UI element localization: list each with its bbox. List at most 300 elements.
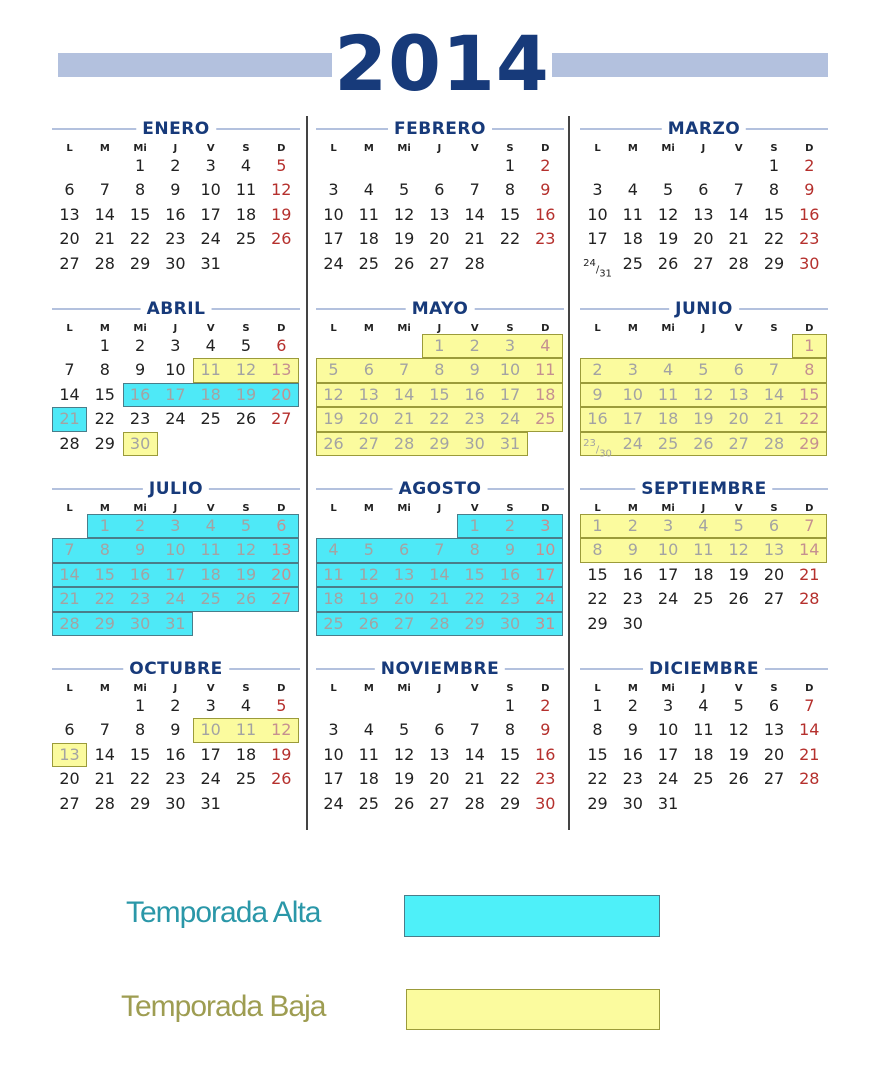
day-cell: 19: [693, 409, 714, 429]
dual-day-bottom: 31: [599, 268, 612, 280]
day-cell: 15: [464, 564, 485, 584]
day-cell: 21: [393, 409, 415, 429]
day-cell: 19: [657, 229, 679, 249]
month-mayo: [316, 298, 564, 468]
day-cell: 11: [693, 720, 714, 740]
day-cell: 8: [768, 180, 780, 200]
day-cell: 26: [728, 769, 749, 789]
day-cell: 1: [592, 516, 603, 535]
day-cell: 13: [693, 204, 714, 224]
weekday-label: D: [277, 143, 286, 154]
day-cell: 22: [499, 769, 521, 789]
month-name: NOVIEMBRE: [375, 658, 505, 680]
day-cell: 1: [135, 696, 146, 715]
day-cell: 25: [200, 589, 221, 609]
month-header: [52, 118, 300, 140]
day-cell: 23: [165, 769, 186, 789]
day-cell: 18: [200, 384, 221, 404]
day-cell: 28: [59, 613, 80, 633]
weekday-label: M: [627, 323, 638, 334]
weekday-label: J: [173, 683, 178, 694]
day-cell: 8: [469, 540, 480, 560]
day-cell: 17: [587, 229, 608, 249]
weekday-label: L: [594, 683, 601, 694]
day-cell: 4: [540, 336, 551, 355]
day-cell: 30: [622, 793, 643, 813]
weekday-label: M: [99, 143, 110, 154]
weekday-label: M: [363, 503, 374, 514]
day-cell: 7: [768, 360, 780, 380]
day-cell: 31: [200, 793, 221, 813]
day-cell: 18: [535, 384, 556, 404]
day-cell: 9: [469, 360, 480, 380]
day-cell: 21: [59, 409, 80, 429]
weekday-label: L: [66, 143, 73, 154]
day-cell: 20: [763, 564, 785, 584]
day-cell: 3: [592, 180, 603, 200]
month-diciembre: [580, 658, 828, 828]
day-cell: 19: [235, 384, 257, 404]
weekday-label: J: [437, 503, 442, 514]
month-header: [316, 298, 564, 320]
day-cell: 22: [499, 229, 521, 249]
day-cell: 3: [205, 696, 216, 715]
day-cell: 14: [799, 720, 820, 740]
day-cell: 4: [205, 336, 216, 355]
weekday-label: Mi: [397, 143, 411, 154]
day-cell: 13: [59, 744, 80, 764]
day-cell: 28: [94, 793, 115, 813]
month-header: [580, 298, 828, 320]
month-name: MARZO: [662, 118, 746, 140]
weekday-label: D: [277, 503, 286, 514]
day-cell: 20: [429, 769, 450, 789]
day-cell: 20: [358, 409, 379, 429]
day-cell: 29: [94, 433, 115, 453]
day-cell: 6: [64, 180, 75, 200]
weekday-label: Mi: [397, 683, 411, 694]
day-cell: 10: [587, 204, 608, 224]
day-cell: 9: [627, 540, 638, 560]
month-header: [316, 118, 564, 140]
day-cell: 18: [693, 564, 714, 584]
month-header: [580, 478, 828, 500]
day-cell: 23: [129, 589, 151, 609]
day-cell: 5: [733, 696, 744, 715]
weekday-label: S: [506, 683, 514, 694]
day-cell: 17: [657, 564, 679, 584]
day-cell: 17: [499, 384, 521, 404]
dual-day-slash: /: [595, 443, 600, 455]
weekday-label: D: [541, 683, 550, 694]
day-cell: 19: [358, 589, 379, 609]
weekday-label: J: [173, 503, 178, 514]
day-cell: 10: [323, 744, 344, 764]
day-cell: 9: [135, 540, 146, 560]
day-cell: 29: [429, 433, 450, 453]
weekday-label: V: [470, 503, 479, 514]
day-cell: 17: [323, 229, 344, 249]
day-cell: 22: [464, 589, 485, 609]
day-cell: 2: [135, 336, 146, 355]
day-cell: 29: [763, 253, 785, 273]
day-cell: 2: [469, 336, 480, 355]
day-cell: 14: [94, 744, 115, 764]
day-cell: 17: [200, 744, 221, 764]
day-cell: 6: [768, 696, 780, 715]
day-cell: 7: [99, 180, 110, 200]
month-julio: [52, 478, 300, 648]
day-cell: 1: [768, 156, 780, 175]
day-cell: 5: [698, 360, 709, 380]
weekday-label: Mi: [661, 683, 675, 694]
day-cell: 25: [693, 769, 714, 789]
day-cell: 17: [323, 769, 344, 789]
weekday-label: S: [242, 503, 250, 514]
day-cell: 30: [165, 793, 186, 813]
day-cell: 21: [464, 769, 485, 789]
weekday-label: L: [594, 503, 601, 514]
day-cell: 22: [587, 769, 608, 789]
day-cell: 14: [799, 540, 820, 560]
day-cell: 4: [240, 156, 252, 175]
day-cell: 26: [393, 793, 415, 813]
day-cell: 10: [622, 384, 643, 404]
weekday-label: Mi: [397, 323, 411, 334]
day-cell: 24: [535, 589, 556, 609]
day-cell: 23: [165, 229, 186, 249]
day-cell: 30: [129, 613, 151, 633]
month-name: JULIO: [143, 478, 209, 500]
day-cell: 10: [323, 204, 344, 224]
weekday-label: M: [99, 503, 110, 514]
day-cell: 9: [170, 180, 181, 200]
day-cell: 14: [464, 204, 485, 224]
day-cell: 11: [693, 540, 714, 560]
day-cell: 28: [464, 253, 485, 273]
day-cell: 15: [129, 744, 151, 764]
day-cell: 28: [728, 253, 749, 273]
day-cell: 5: [276, 156, 287, 175]
day-cell: 11: [235, 180, 257, 200]
day-cell: 16: [464, 384, 485, 404]
day-cell: 15: [587, 744, 608, 764]
day-cell: 18: [622, 229, 643, 249]
day-cell: 28: [464, 793, 485, 813]
weekday-label: D: [277, 683, 286, 694]
day-cell: 12: [235, 540, 257, 560]
day-cell: 8: [504, 180, 516, 200]
weekday-label: L: [330, 503, 337, 514]
day-cell: 28: [429, 613, 450, 633]
day-cell: 25: [235, 769, 257, 789]
weekday-label: S: [242, 683, 250, 694]
day-cell: 29: [129, 253, 151, 273]
day-cell: 28: [393, 433, 415, 453]
day-cell: 22: [129, 229, 151, 249]
day-cell: 29: [799, 433, 820, 453]
day-cell: 24: [165, 589, 186, 609]
day-cell: 31: [499, 433, 521, 453]
dual-day-slash: /: [595, 263, 600, 275]
day-cell: 16: [165, 204, 186, 224]
day-cell: 2: [135, 516, 146, 535]
day-cell: 2: [627, 696, 638, 715]
day-cell: 21: [94, 769, 115, 789]
weekday-label: D: [805, 683, 814, 694]
weekday-label: Mi: [133, 143, 147, 154]
day-cell: 31: [657, 793, 679, 813]
day-cell: 10: [200, 180, 221, 200]
day-cell: 17: [165, 384, 186, 404]
day-cell: 30: [464, 433, 485, 453]
weekday-label: M: [99, 323, 110, 334]
day-cell: 14: [59, 564, 80, 584]
day-cell: 11: [657, 384, 679, 404]
day-cell: 27: [271, 589, 292, 609]
day-cell: 23: [535, 229, 556, 249]
day-cell: 15: [499, 204, 521, 224]
day-cell: 24: [200, 229, 221, 249]
weekday-label: Mi: [133, 503, 147, 514]
day-cell: 5: [363, 540, 374, 560]
month-name: JUNIO: [669, 298, 739, 320]
month-name: OCTUBRE: [123, 658, 229, 680]
day-cell: 20: [728, 409, 749, 429]
month-junio: [580, 298, 828, 468]
legend-baja-swatch: [406, 989, 660, 1030]
day-cell: 18: [200, 564, 221, 584]
day-cell: 7: [804, 696, 815, 715]
weekday-label: V: [206, 143, 215, 154]
weekday-label: Mi: [661, 503, 675, 514]
weekday-label: Mi: [661, 323, 675, 334]
day-cell: 24: [323, 793, 344, 813]
weekday-label: L: [330, 323, 337, 334]
day-cell: 3: [170, 336, 181, 355]
day-cell: 25: [235, 229, 257, 249]
day-cell: 12: [358, 564, 379, 584]
day-cell: 7: [399, 360, 410, 380]
day-cell: 20: [271, 384, 292, 404]
day-cell: 3: [540, 516, 551, 535]
day-cell: 26: [235, 589, 257, 609]
weekday-label: Mi: [133, 683, 147, 694]
weekday-label: L: [330, 683, 337, 694]
weekday-label: J: [437, 323, 442, 334]
day-cell: 19: [271, 744, 292, 764]
day-cell: 17: [535, 564, 556, 584]
day-cell: 5: [733, 516, 744, 535]
day-cell: 19: [323, 409, 344, 429]
day-cell: 13: [59, 204, 80, 224]
day-cell: 3: [205, 156, 216, 175]
weekday-label: S: [242, 143, 250, 154]
month-marzo: [580, 118, 828, 288]
day-cell: 18: [235, 744, 257, 764]
dual-day-top: 24: [583, 257, 596, 269]
day-cell: 14: [429, 564, 450, 584]
day-cell: 14: [59, 384, 80, 404]
weekday-label: D: [805, 143, 814, 154]
month-septiembre: [580, 478, 828, 648]
day-cell: [580, 432, 615, 460]
day-cell: 28: [59, 433, 80, 453]
day-cell: 16: [799, 204, 820, 224]
day-cell: 6: [434, 720, 445, 740]
day-cell: 23: [622, 589, 643, 609]
day-cell: 1: [135, 156, 146, 175]
day-cell: 29: [464, 613, 485, 633]
day-cell: 24: [622, 433, 643, 453]
day-cell: 27: [393, 613, 415, 633]
day-cell: 9: [592, 384, 603, 404]
legend-alta-swatch: [404, 895, 660, 937]
month-agosto: [316, 478, 564, 648]
day-cell: 21: [799, 564, 820, 584]
weekday-label: V: [470, 143, 479, 154]
day-cell: 15: [94, 564, 115, 584]
day-cell: 27: [763, 589, 785, 609]
weekday-label: J: [701, 323, 706, 334]
weekday-label: V: [734, 503, 743, 514]
day-cell: 18: [358, 229, 379, 249]
day-cell: 29: [129, 793, 151, 813]
day-cell: 13: [763, 540, 785, 560]
weekday-label: S: [770, 503, 778, 514]
weekday-label: D: [541, 503, 550, 514]
day-cell: 4: [240, 696, 252, 715]
day-cell: 7: [804, 516, 815, 535]
day-cell: 5: [276, 696, 287, 715]
day-cell: 2: [804, 156, 815, 175]
day-cell: 16: [165, 744, 186, 764]
day-cell: 2: [170, 696, 181, 715]
day-cell: 23: [622, 769, 643, 789]
day-cell: 9: [540, 720, 551, 740]
day-cell: 13: [429, 744, 450, 764]
month-name: ABRIL: [141, 298, 212, 320]
weekday-label: J: [437, 143, 442, 154]
day-cell: 12: [728, 720, 749, 740]
day-cell: 6: [733, 360, 744, 380]
weekday-label: L: [66, 323, 73, 334]
weekday-label: S: [770, 683, 778, 694]
month-header: [52, 298, 300, 320]
day-cell: 26: [358, 613, 379, 633]
day-cell: 2: [504, 516, 516, 535]
day-cell: 6: [768, 516, 780, 535]
day-cell: 11: [323, 564, 344, 584]
day-cell: 21: [429, 589, 450, 609]
dual-day-bottom: 30: [599, 448, 612, 460]
day-cell: 1: [434, 336, 445, 355]
day-cell: 9: [627, 720, 638, 740]
day-cell: 23: [799, 229, 820, 249]
day-cell: 23: [129, 409, 151, 429]
day-cell: 8: [592, 540, 603, 560]
day-cell: 29: [587, 613, 608, 633]
day-cell: 30: [165, 253, 186, 273]
day-cell: 1: [804, 336, 815, 355]
day-cell: 16: [622, 744, 643, 764]
day-cell: 4: [627, 180, 638, 200]
day-cell: 29: [587, 793, 608, 813]
weekday-label: V: [206, 503, 215, 514]
weekday-label: Mi: [397, 503, 411, 514]
day-cell: 19: [393, 769, 415, 789]
month-name: MAYO: [406, 298, 475, 320]
day-cell: 11: [535, 360, 556, 380]
day-cell: 7: [469, 720, 480, 740]
day-cell: 27: [728, 433, 749, 453]
weekday-label: J: [701, 503, 706, 514]
day-cell: 7: [64, 360, 75, 380]
day-cell: 2: [170, 156, 181, 175]
day-cell: 9: [540, 180, 551, 200]
day-cell: 13: [429, 204, 450, 224]
day-cell: 6: [276, 336, 287, 355]
day-cell: 22: [587, 589, 608, 609]
day-cell: 20: [59, 229, 80, 249]
day-cell: 9: [804, 180, 815, 200]
month-name: SEPTIEMBRE: [635, 478, 772, 500]
day-cell: 5: [399, 180, 410, 200]
day-cell: 31: [165, 613, 186, 633]
day-cell: 11: [622, 204, 643, 224]
day-cell: 20: [59, 769, 80, 789]
day-cell: 15: [94, 384, 115, 404]
day-cell: 14: [393, 384, 415, 404]
day-cell: 8: [99, 540, 110, 560]
day-cell: 8: [99, 360, 110, 380]
day-cell: 17: [200, 204, 221, 224]
day-cell: 6: [399, 540, 410, 560]
dual-day-top: 23: [583, 437, 596, 449]
day-cell: 24: [200, 769, 221, 789]
day-cell: 10: [535, 540, 556, 560]
month-octubre: [52, 658, 300, 828]
weekday-label: S: [506, 503, 514, 514]
day-cell: 16: [622, 564, 643, 584]
day-cell: 25: [200, 409, 221, 429]
day-cell: 22: [129, 769, 151, 789]
day-cell: 14: [94, 204, 115, 224]
day-cell: 25: [622, 253, 643, 273]
day-cell: 8: [135, 180, 146, 200]
weekday-label: J: [701, 683, 706, 694]
month-name: FEBRERO: [388, 118, 492, 140]
day-cell: 13: [728, 384, 749, 404]
day-cell: 3: [663, 696, 674, 715]
day-cell: 20: [393, 589, 415, 609]
day-cell: 10: [657, 720, 679, 740]
day-cell: 2: [627, 516, 638, 535]
day-cell: 3: [504, 336, 516, 355]
day-cell: 1: [504, 156, 516, 175]
day-cell: 26: [271, 229, 292, 249]
day-cell: 10: [657, 540, 679, 560]
day-cell: 14: [763, 384, 785, 404]
day-cell: 10: [200, 720, 221, 740]
day-cell: 12: [393, 204, 415, 224]
day-cell: 21: [763, 409, 785, 429]
day-cell: 12: [728, 540, 749, 560]
day-cell: 25: [693, 589, 714, 609]
day-cell: 2: [540, 696, 551, 715]
day-cell: 20: [429, 229, 450, 249]
day-cell: 1: [504, 696, 516, 715]
